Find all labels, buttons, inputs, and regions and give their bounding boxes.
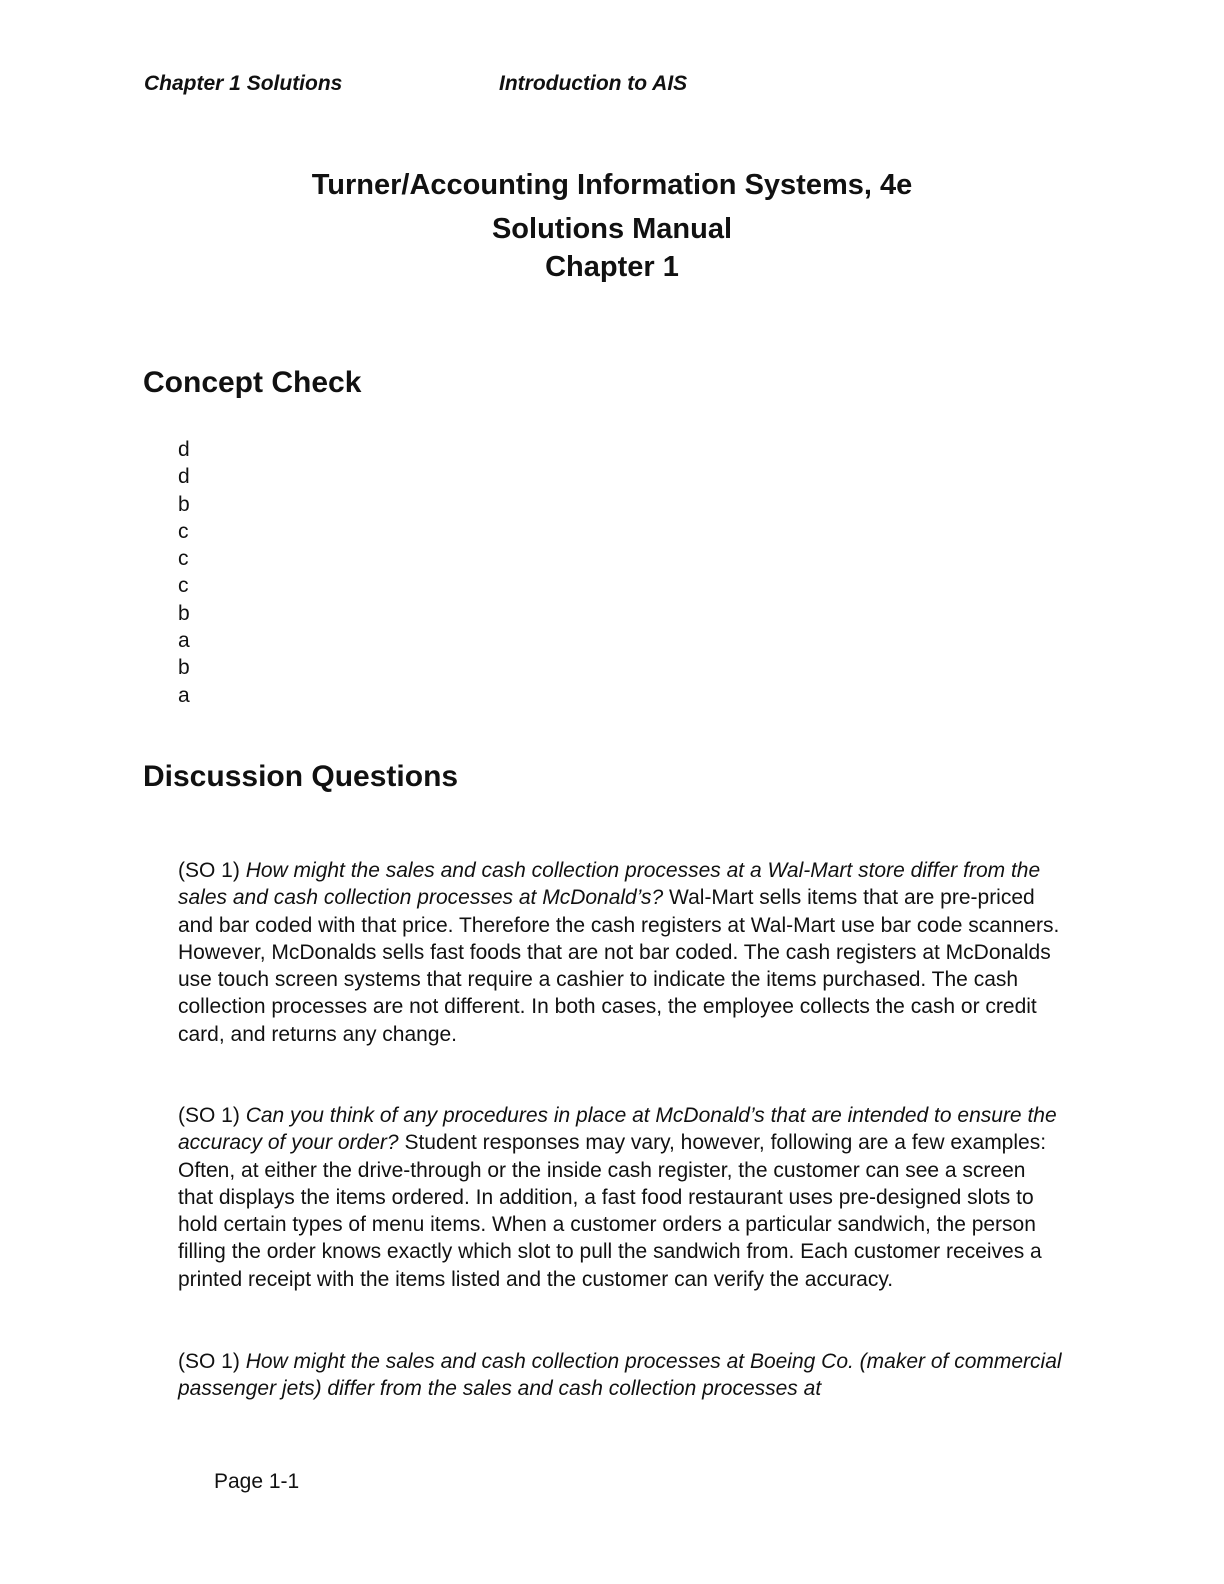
title-book: Turner/Accounting Information Systems, 4e [311,169,913,201]
answer-item: c [178,574,189,598]
discussion-item [178,1102,1066,1293]
answer-item: c [178,519,189,543]
answer-item: a [178,683,190,707]
title-chapter: Chapter 1 [545,251,679,283]
answer-text: Wal-Mart sells items that are pre-priced and bar coded with that price. Therefore the cash registers at Wal-Mart use bar code scanners. However, McDonalds sells fast foods that are not bar coded. The cash registers at McDonalds use touch screen systems that require a cashier to indicate the items purchased. The cash collection processes are not different. In both cases, the employee collects the cash or credit card, and returns any change. [178,886,1060,1046]
title-manual: Solutions Manual [491,213,733,245]
answer-item: d [178,438,190,461]
answer-item: b [178,656,190,680]
concept-check-answers [178,436,190,709]
answer-item: d [178,465,190,489]
answer-item: c [178,547,189,571]
objective-tag: (SO 1) [178,859,246,882]
header-book-section: Introduction to AIS [499,72,688,95]
question-text: How might the sales and cash collection processes at a Wal-Mart store differ from the sales and cash collection processes at McDonald’s? [178,859,1041,910]
answer-text: Student responses may vary, however, following are a few examples: Often, at either the drive-through or the inside cash register, the customer can see a screen that displays the items ordered. In addition, a fast food restaurant uses pre-designed slots to hold certain types of menu items. When a customer orders a particular sandwich, the person filling the order knows exactly which slot to pull the sandwich from. Each customer receives a printed receipt with the items listed and the customer can verify the accuracy. [178,1131,1047,1291]
discussion-questions-heading: Discussion Questions [143,760,459,793]
concept-check-heading: Concept Check [143,366,362,399]
document-title [0,166,1224,285]
running-header [144,72,688,96]
page-number: Page 1-1 [214,1470,300,1493]
discussion-item [178,1348,1066,1403]
question-text: How might the sales and cash collection processes at Boeing Co. (maker of commercial passenger jets) differ from the sales and cash collection processes at [178,1350,1062,1401]
header-chapter-label: Chapter 1 Solutions [144,72,343,95]
objective-tag: (SO 1) [178,1104,246,1127]
question-text: Can you think of any procedures in place at McDonald’s that are intended to ensure the accuracy of your order? [178,1104,1057,1155]
answer-item: b [178,601,190,625]
answer-item: a [178,629,190,653]
objective-tag: (SO 1) [178,1350,246,1373]
discussion-item [178,857,1066,1048]
answer-item: b [178,492,190,516]
